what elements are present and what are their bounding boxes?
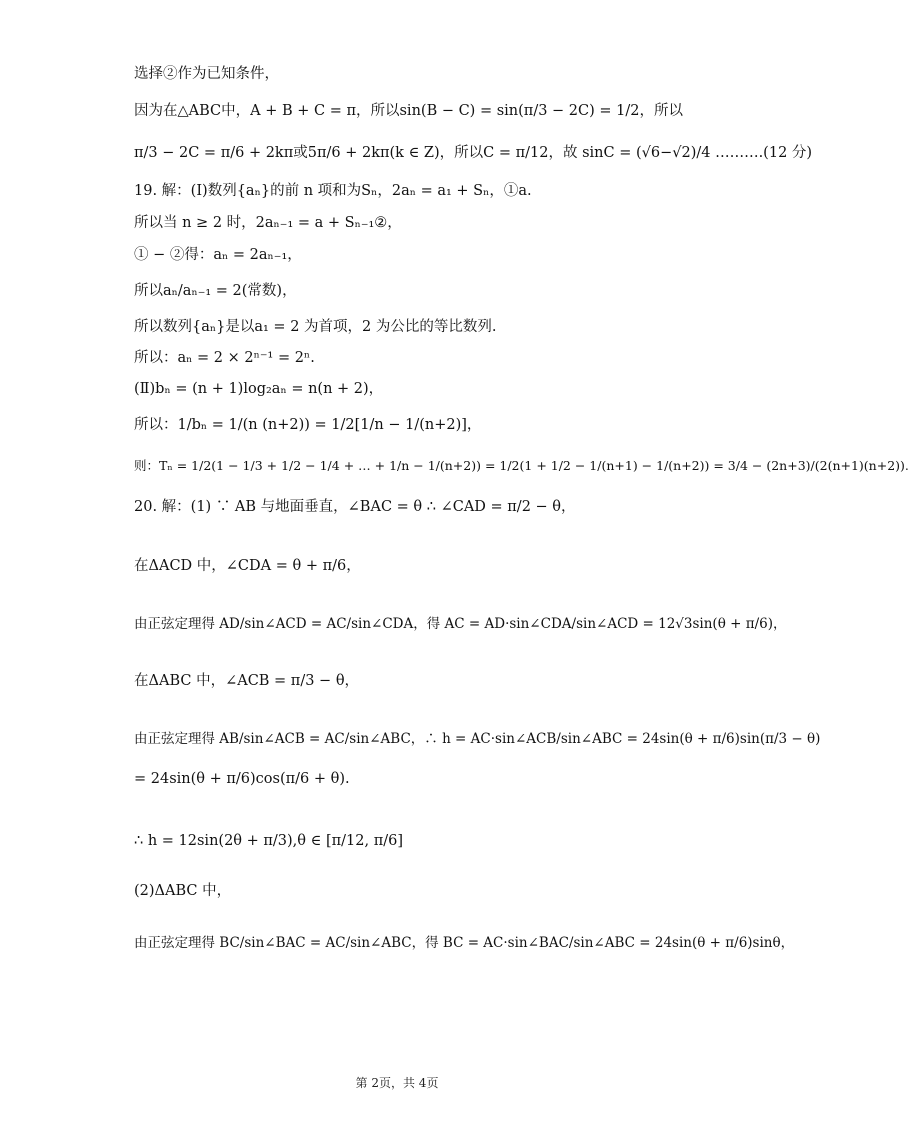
text-line-16: 在ΔABC 中，∠ACB = π/3 − θ，: [134, 673, 360, 689]
text-line-problem-19: 19. 解：(Ⅰ)数列{aₙ}的前 n 项和为Sₙ，2aₙ = a₁ + Sₙ，①a.: [134, 183, 532, 199]
text-line-18: = 24sin(θ + π/6)cos(π/6 + θ).: [134, 771, 350, 787]
text-line-20: (2)ΔABC 中，: [134, 883, 232, 899]
page-footer: 第 2页，共 4页: [355, 1076, 439, 1090]
text-line-6: ① − ②得：aₙ = 2aₙ₋₁，: [134, 247, 302, 263]
text-line-7: 所以aₙ/aₙ₋₁ = 2(常数)，: [134, 283, 297, 299]
text-line-2: 因为在△ABC中，A + B + C = π，所以sin(B − C) = sin(π/3 − 2C) = 1/2，所以: [134, 103, 683, 119]
text-line-14: 在ΔACD 中，∠CDA = θ + π/6，: [134, 558, 361, 574]
text-line-3: π/3 − 2C = π/6 + 2kπ或5π/6 + 2kπ(k ∈ Z)，所以C = π/12，故 sinC = (√6−√2)/4 ……….(12 分): [134, 145, 813, 161]
text-line-5: 所以当 n ≥ 2 时，2aₙ₋₁ = a + Sₙ₋₁②，: [134, 215, 402, 231]
text-line-19: ∴ h = 12sin(2θ + π/3),θ ∈ [π/12, π/6]: [134, 833, 404, 849]
text-line-10: (Ⅱ)bₙ = (n + 1)log₂aₙ = n(n + 2)，: [134, 381, 384, 397]
text-line-9: 所以：aₙ = 2 × 2ⁿ⁻¹ = 2ⁿ.: [134, 350, 315, 366]
text-line-8: 所以数列{aₙ}是以a₁ = 2 为首项，2 为公比的等比数列.: [134, 319, 497, 335]
text-line-problem-20: 20. 解：(1) ∵ AB 与地面垂直，∠BAC = θ ∴ ∠CAD = π/2 − θ，: [134, 499, 576, 515]
text-line-17: 由正弦定理得 AB/sin∠ACB = AC/sin∠ABC，∴ h = AC·sin∠ACB/sin∠ABC = 24sin(θ + π/6)sin(π/3 − θ): [134, 731, 821, 747]
text-line-21: 由正弦定理得 BC/sin∠BAC = AC/sin∠ABC，得 BC = AC·sin∠BAC/sin∠ABC = 24sin(θ + π/6)sinθ，: [134, 935, 795, 951]
text-line-11: 所以：1/bₙ = 1/(n (n+2)) = 1/2[1/n − 1/(n+2)]，: [134, 417, 482, 433]
text-line-12: 则：Tₙ = 1/2(1 − 1/3 + 1/2 − 1/4 + … + 1/n − 1/(n+2)) = 1/2(1 + 1/2 − 1/(n+1) − 1/(n+2)) = 3/4 − (2n+3)/(2(n+1)(n+2)).: [134, 458, 909, 473]
text-line-1: 选择②作为已知条件，: [134, 66, 279, 82]
text-line-15: 由正弦定理得 AD/sin∠ACD = AC/sin∠CDA，得 AC = AD·sin∠CDA/sin∠ACD = 12√3sin(θ + π/6)，: [134, 616, 787, 632]
